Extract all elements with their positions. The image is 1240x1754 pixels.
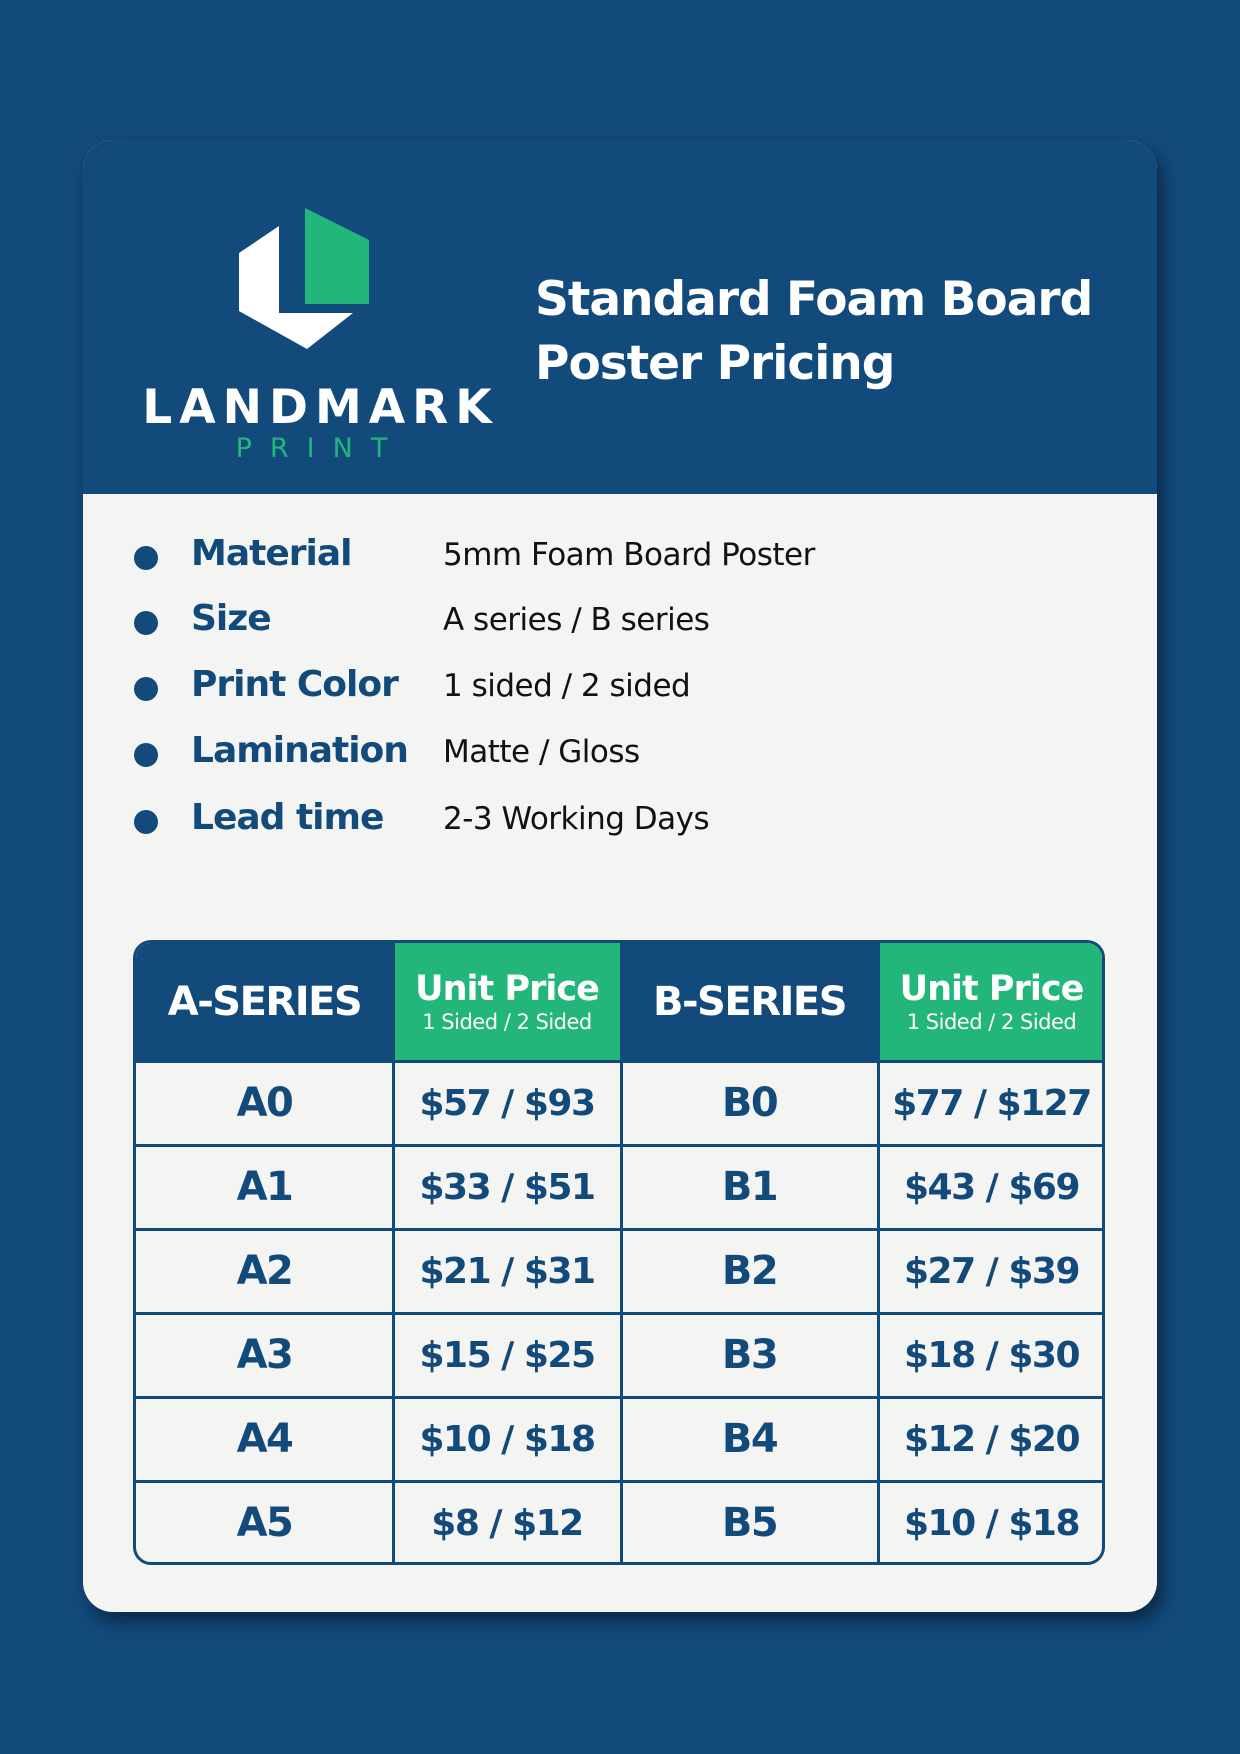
b-size-cell: B0 <box>721 1080 778 1126</box>
page-title <box>535 268 1135 396</box>
a-size-cell: A5 <box>236 1500 293 1546</box>
a-price-cell: $8 / $12 <box>431 1502 583 1544</box>
b-size-cell: B4 <box>721 1416 778 1462</box>
pricing-card <box>83 140 1157 1612</box>
table-divider <box>136 1144 1102 1147</box>
unit-price-sublabel: 1 Sided / 2 Sided <box>422 1010 592 1034</box>
a-size-cell: A4 <box>236 1416 293 1462</box>
a-price-cell: $33 / $51 <box>419 1166 595 1208</box>
table-divider <box>392 943 395 1562</box>
title-line-2: Poster Pricing <box>535 336 895 391</box>
spec-label: Size <box>191 598 271 639</box>
spec-value: Matte / Gloss <box>443 734 640 770</box>
spec-label: Lead time <box>191 797 384 838</box>
unit-price-label: Unit Price <box>899 969 1084 1009</box>
a-price-cell: $15 / $25 <box>419 1334 595 1376</box>
spec-value: 1 sided / 2 sided <box>443 668 691 704</box>
table-divider <box>136 1312 1102 1315</box>
unit-price-sublabel: 1 Sided / 2 Sided <box>906 1010 1077 1034</box>
b-price-cell: $10 / $18 <box>903 1502 1079 1544</box>
b-size-cell: B3 <box>721 1332 778 1378</box>
spec-row <box>83 523 1157 583</box>
card-header <box>83 140 1157 494</box>
spec-row <box>83 654 1157 714</box>
b-size-cell: B5 <box>721 1500 778 1546</box>
spec-label: Lamination <box>191 730 408 771</box>
spec-row <box>83 588 1157 648</box>
b-price-cell: $27 / $39 <box>903 1250 1079 1292</box>
spec-value: A series / B series <box>443 602 710 638</box>
spec-label: Material <box>191 533 352 574</box>
brand-subtitle: PRINT <box>235 433 406 464</box>
a-size-cell: A3 <box>236 1332 293 1378</box>
spec-row <box>83 787 1157 847</box>
b-unit-price-header <box>878 943 1105 1061</box>
landmark-logo-icon <box>237 208 377 368</box>
b-series-header: B-SERIES <box>621 943 878 1061</box>
table-divider <box>620 943 623 1562</box>
spec-value: 5mm Foam Board Poster <box>443 537 815 573</box>
bullet-icon <box>134 677 158 701</box>
b-size-cell: B1 <box>721 1164 778 1210</box>
a-size-cell: A1 <box>236 1164 293 1210</box>
a-size-cell: A0 <box>236 1080 293 1126</box>
b-price-cell: $77 / $127 <box>892 1082 1091 1124</box>
bullet-icon <box>134 611 158 635</box>
bullet-icon <box>134 743 158 767</box>
a-unit-price-header <box>393 943 621 1061</box>
table-divider <box>136 1228 1102 1231</box>
spec-value: 2-3 Working Days <box>443 801 710 837</box>
brand-name: LANDMARK <box>142 380 499 435</box>
title-line-1: Standard Foam Board <box>535 272 1093 327</box>
a-size-cell: A2 <box>236 1248 293 1294</box>
a-price-cell: $57 / $93 <box>419 1082 595 1124</box>
unit-price-label: Unit Price <box>415 969 599 1009</box>
a-series-header: A-SERIES <box>136 943 393 1061</box>
spec-label: Print Color <box>191 664 398 705</box>
spec-row <box>83 720 1157 780</box>
a-price-cell: $21 / $31 <box>419 1250 595 1292</box>
a-price-cell: $10 / $18 <box>419 1418 595 1460</box>
table-divider <box>136 1060 1102 1063</box>
table-divider <box>136 1396 1102 1399</box>
table-divider <box>877 943 880 1562</box>
pricing-table <box>133 940 1105 1565</box>
table-divider <box>136 1480 1102 1483</box>
b-size-cell: B2 <box>721 1248 778 1294</box>
bullet-icon <box>134 546 158 570</box>
b-price-cell: $43 / $69 <box>903 1166 1079 1208</box>
bullet-icon <box>134 810 158 834</box>
b-price-cell: $18 / $30 <box>903 1334 1079 1376</box>
b-price-cell: $12 / $20 <box>903 1418 1079 1460</box>
